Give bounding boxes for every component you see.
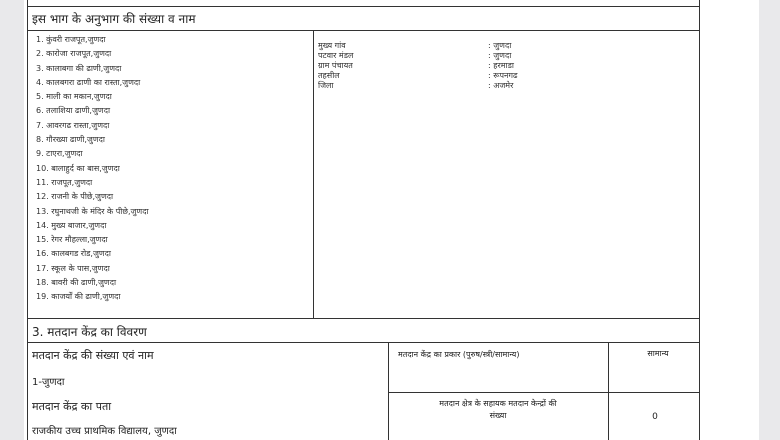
station-address-value: राजकीय उच्च प्राथमिक विद्यालय, जुणदा <box>32 426 177 437</box>
station-number-value: 1-जुणदा <box>32 377 65 388</box>
area-item: 9. टाएरा,जुणदा <box>36 149 83 159</box>
station-number-label: मतदान केंद्र की संख्या एवं नाम <box>32 349 154 362</box>
section2-title: इस भाग के अनुभाग की संख्या व नाम <box>32 12 196 26</box>
rule-section2-bottom <box>28 318 699 319</box>
station-type-label: मतदान केंद्र का प्रकार (पुरुष/स्त्री/सामान्य) <box>398 350 520 359</box>
info-value: : हरमाडा <box>488 61 514 70</box>
area-item: 3. कालाबगा की ढाणी,जुणदा <box>36 63 122 73</box>
info-row <box>318 71 648 81</box>
rule-section3-header <box>28 342 699 343</box>
info-value: : जुणदा <box>488 51 512 60</box>
area-item: 2. कारोजा राजपूत,जुणदा <box>36 49 112 59</box>
rule-type-row <box>388 392 699 393</box>
info-key: मुख्य गांव <box>318 41 346 50</box>
area-item: 19. काजर्यों की ढाणी,जुणदा <box>36 292 121 302</box>
area-item: 8. गौरख्या ढाणी,जुणदा <box>36 135 105 145</box>
auxiliary-stations-label-line1: मतदान क्षेत्र के सहायक मतदान केन्द्रों की <box>439 399 557 408</box>
area-item: 18. बावरी की ढाणी,जुणदा <box>36 278 117 288</box>
info-key: पटवार मंडल <box>318 51 354 60</box>
area-item: 5. माली का मकान,जुणदा <box>36 92 112 102</box>
section3-title: 3. मतदान केंद्र का विवरण <box>32 325 147 339</box>
auxiliary-stations-value: 0 <box>652 412 658 422</box>
info-row <box>318 51 648 61</box>
station-address-label: मतदान केंद्र का पता <box>32 400 112 413</box>
info-value: : अजमेर <box>488 81 514 90</box>
area-item: 17. स्कूल के पास,जुणदा <box>36 263 110 273</box>
area-item: 10. बालाहुर्द का बास,जुणदा <box>36 163 120 173</box>
area-item: 1. कुंवरी राजपूत,जुणदा <box>36 35 106 44</box>
area-item: 4. कालबगरा ढाणी का रास्ता,जुणदा <box>36 77 141 87</box>
area-item: 14. मुख्य बाजार,जुणदा <box>36 220 107 230</box>
area-item: 16. कालबगड रोड,जुणदा <box>36 249 112 259</box>
area-item: 12. राजनी के पीछे,जुणदा <box>36 192 114 202</box>
info-row <box>318 41 648 51</box>
area-list <box>36 33 149 305</box>
info-value: : जुणदा <box>488 41 512 50</box>
info-value: : रूपनगढ <box>488 71 518 80</box>
info-key: ग्राम पंचायत <box>318 61 353 70</box>
rule-top <box>28 6 699 7</box>
station-type-value: सामान्य <box>647 349 669 358</box>
area-item: 7. आवरगढ रास्ता,जुणदा <box>36 120 110 130</box>
location-info <box>318 41 648 91</box>
area-item: 13. रघुनाथजी के मंदिर के पीछे,जुणदा <box>36 206 149 216</box>
auxiliary-stations-label-line2: संख्या <box>489 411 507 420</box>
info-key: तहसील <box>318 71 340 80</box>
area-item: 11. राजपूत,जुणदा <box>36 177 93 187</box>
divider-areas-info <box>313 30 314 318</box>
info-key: जिला <box>318 81 334 90</box>
info-row <box>318 61 648 71</box>
rule-section2-header <box>28 30 699 31</box>
roll-page-frame <box>27 0 700 440</box>
area-item: 15. रेगर मौहल्ला,जुणदा <box>36 235 108 245</box>
divider-station-type <box>388 342 389 440</box>
divider-type-value <box>608 342 609 440</box>
area-item: 6. तलाशिया ढाणी,जुणदा <box>36 106 111 116</box>
info-row <box>318 81 648 91</box>
